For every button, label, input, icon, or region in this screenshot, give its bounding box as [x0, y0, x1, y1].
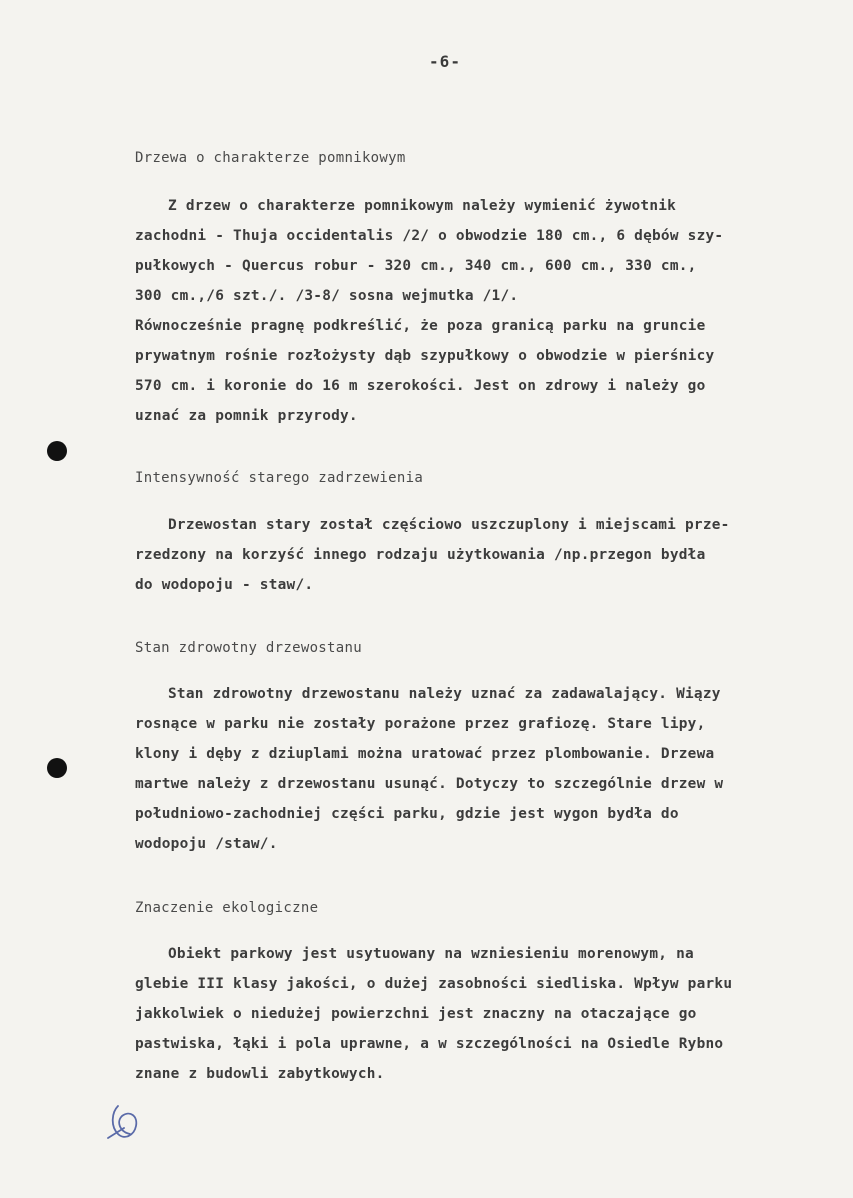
body-line: rosnące w parku nie zostały porażone przez grafiozę. Stare lipy, — [135, 716, 706, 732]
page-number: -6- — [429, 52, 461, 71]
body-line: do wodopoju - staw/. — [135, 577, 314, 593]
body-line: martwe należy z drzewostanu usunąć. Dotyczy to szczególnie drzew w — [135, 776, 724, 792]
body-line: Równocześnie pragnę podkreślić, że poza granicą parku na gruncie — [135, 318, 706, 334]
body-line: 570 cm. i koronie do 16 m szerokości. Jest on zdrowy i należy go — [135, 378, 706, 394]
punch-hole — [47, 441, 67, 461]
section-heading-monuments: Drzewa o charakterze pomnikowym — [135, 150, 406, 166]
body-line: Stan zdrowotny drzewostanu należy uznać za zadawalający. Wiązy — [168, 686, 721, 702]
body-line: znane z budowli zabytkowych. — [135, 1066, 385, 1082]
body-line: 300 cm.,/6 szt./. /3-8/ sosna wejmutka /1/. — [135, 288, 519, 304]
body-line: Obiekt parkowy jest usytuowany na wzniesieniu morenowym, na — [168, 946, 694, 962]
body-line: glebie III klasy jakości, o dużej zasobności siedliska. Wpływ parku — [135, 976, 733, 992]
body-line: rzedzony na korzyść innego rodzaju użytkowania /np.przegon bydła — [135, 547, 706, 563]
punch-hole — [47, 758, 67, 778]
body-line: wodopoju /staw/. — [135, 836, 278, 852]
body-line: prywatnym rośnie rozłożysty dąb szypułkowy o obwodzie w pierśnicy — [135, 348, 715, 364]
body-line: uznać za pomnik przyrody. — [135, 408, 358, 424]
body-line: zachodni - Thuja occidentalis /2/ o obwodzie 180 cm., 6 dębów szy- — [135, 228, 724, 244]
body-line: jakkolwiek o niedużej powierzchni jest znaczny na otaczające go — [135, 1006, 697, 1022]
section-heading-ecology: Znaczenie ekologiczne — [135, 900, 319, 916]
body-line: pułkowych - Quercus robur - 320 cm., 340 cm., 600 cm., 330 cm., — [135, 258, 697, 274]
handwritten-initials — [104, 1100, 144, 1142]
body-line: Drzewostan stary został częściowo uszczuplony i miejscami prze- — [168, 517, 730, 533]
body-line: Z drzew o charakterze pomnikowym należy wymienić żywotnik — [168, 198, 677, 214]
section-heading-intensity: Intensywność starego zadrzewienia — [135, 470, 424, 486]
body-line: klony i dęby z dziuplami można uratować przez plombowanie. Drzewa — [135, 746, 715, 762]
section-heading-health: Stan zdrowotny drzewostanu — [135, 640, 362, 656]
body-line: pastwiska, łąki i pola uprawne, a w szczególności na Osiedle Rybno — [135, 1036, 724, 1052]
body-line: południowo-zachodniej części parku, gdzie jest wygon bydła do — [135, 806, 679, 822]
